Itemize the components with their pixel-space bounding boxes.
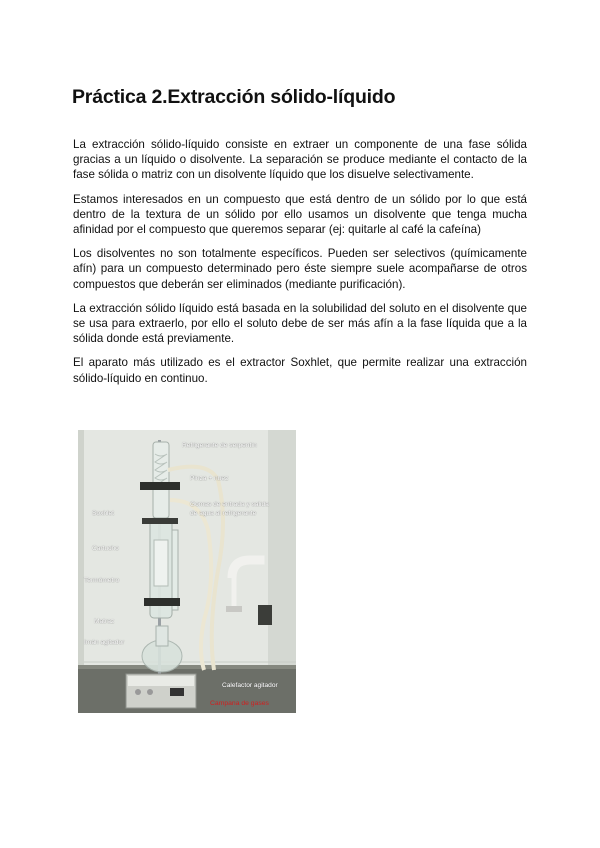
label-matraz: Matraz [94, 618, 115, 625]
body-text [73, 137, 527, 395]
paragraph: Los disolventes no son totalmente específicos. Pueden ser selectivos (químicamente afín) para un compuesto determinado pero éste siempre suele acompañarse de otros compuestos que deberán ser eliminados (mediante purificación). [73, 247, 527, 291]
label-refrigerante: Refrigerante de serpentín [182, 442, 257, 449]
label-gomas-1: Gomas de entrada y salida [190, 501, 269, 508]
label-termometro: Termómetro [84, 577, 120, 584]
label-campana: Campana de gases [210, 700, 269, 707]
label-iman: Imán agitador [84, 639, 125, 646]
label-calefactor: Calefactor agitador [222, 682, 278, 689]
paragraph: El aparato más utilizado es el extractor Soxhlet, que permite realizar una extracción sólido-líquido en continuo. [73, 356, 527, 385]
apparatus-illustration [78, 430, 296, 713]
paragraph: La extracción sólido líquido está basada en la solubilidad del soluto en el disolvente que se usa para extraerlo, por ello el soluto debe de ser más afín a la fase líquida que a la sólida donde está previamente. [73, 301, 527, 346]
label-cartucho: Cartucho [92, 545, 119, 552]
soxhlet-apparatus-photo [78, 430, 296, 713]
paragraph: La extracción sólido-líquido consiste en extraer un componente de una fase sólida gracias a un líquido o disolvente. La separación se produce mediante el contacto de la fase sólida o matriz con un disolvente líquido que los disuelve selectivamente. [73, 138, 527, 182]
label-soxhlet: Soxhlet [92, 510, 114, 517]
paragraph: Estamos interesados en un compuesto que está dentro de un sólido por lo que está dentro de la textura de un sólido por ello usamos un disolvente que tenga mucha afinidad por el compuesto que queremos separar (ej: quitarle al café la cafeína) [73, 192, 527, 237]
page-title: Práctica 2.Extracción sólido-líquido [72, 86, 396, 108]
label-gomas-2: de agua al refrigerante [190, 510, 257, 517]
label-pinza: Pinza + nuez [190, 475, 229, 482]
